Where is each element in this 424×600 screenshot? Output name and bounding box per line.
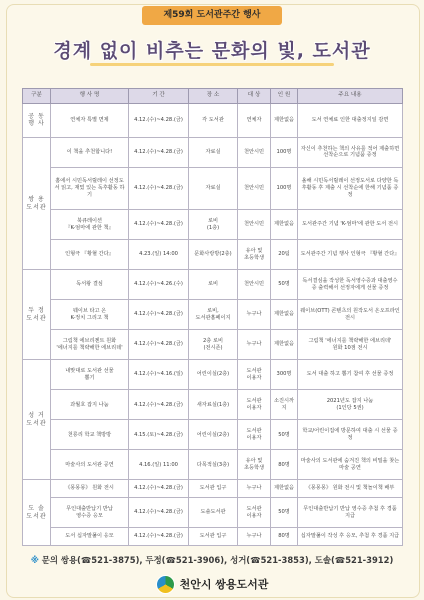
library-name: 천안시 쌍용도서관 — [179, 578, 269, 591]
event-desc: 도서관주간 기념 'K-엄마'에 관한 도서 전시 — [298, 210, 403, 240]
table-row — [23, 270, 403, 300]
table-row — [23, 330, 403, 360]
table-row — [23, 210, 403, 240]
event-name: 마술사의 도서관 공연 — [51, 450, 129, 480]
event-count: 소진시까지 — [271, 390, 298, 420]
event-target: 누구나 — [238, 330, 271, 360]
event-name: 그림책 에브리젠트 원화 '에너지를 책략해한 에브리데' — [51, 330, 129, 360]
event-count: 80명 — [271, 528, 298, 546]
event-target: 유아 및 초등학생 — [238, 240, 271, 270]
event-desc: 도서관주간 기념 행사 인형극 『황혈 간다』 — [298, 240, 403, 270]
event-place: 어린이실(2층) — [189, 360, 238, 390]
event-period: 4.12.(수)~4.28.(금) — [129, 480, 189, 498]
event-count: 80명 — [271, 450, 298, 480]
library-logo-icon — [156, 575, 175, 594]
event-period: 4.12.(수)~4.28.(금) — [129, 300, 189, 330]
event-target: 누구나 — [238, 528, 271, 546]
column-header: 기 간 — [129, 89, 189, 104]
column-header: 구분 — [23, 89, 51, 104]
event-place: 도서관 입구 — [189, 480, 238, 498]
event-count: 50명 — [271, 420, 298, 450]
event-period: 4.16.(일) 11:00 — [129, 450, 189, 480]
event-count: 100명 — [271, 167, 298, 209]
column-header: 행 사 명 — [51, 89, 129, 104]
table-row — [23, 104, 403, 138]
event-name: 독서왕 결심 — [51, 270, 129, 300]
event-target: 도서관 이용자 — [238, 498, 271, 528]
event-target: 도서관 이용자 — [238, 390, 271, 420]
title-underline — [90, 63, 334, 66]
event-target: 천안시민 — [238, 270, 271, 300]
event-period: 4.12.(수)~4.28.(금) — [129, 210, 189, 240]
event-desc: 웨이브(OTT) 콘텐츠의 원작도서 온오프라인 전시 — [298, 300, 403, 330]
event-count: 20팀 — [271, 240, 298, 270]
event-period: 4.12.(수)~4.28.(금) — [129, 390, 189, 420]
event-desc: 올해 시민독서릴레이 선정도서로 다양한 독후활동 후 제출 시 선착순에 한해 기념품 증정 — [298, 167, 403, 209]
event-count: 100명 — [271, 137, 298, 167]
event-place: 로비 — [189, 270, 238, 300]
event-desc: 도서 대출 하고 뽑기 참여 후 선물 증정 — [298, 360, 403, 390]
program-table — [22, 88, 403, 546]
column-header: 대 상 — [238, 89, 271, 104]
event-period: 4.12.(수)~4.28.(금) — [129, 104, 189, 138]
event-target: 천안시민 — [238, 137, 271, 167]
table-row — [23, 137, 403, 167]
event-target: 도서관 이용자 — [238, 420, 271, 450]
event-name: 《몽몽몽》 원화 전시 — [51, 480, 129, 498]
event-name: 인형극 『황혈 간다』 — [51, 240, 129, 270]
contact-text: 문의 쌍용(☎521-3875), 두정(☎521-3906), 성거(☎521-3853), 도솔(☎521-3912) — [41, 555, 394, 565]
event-place: 새자료실(1층) — [189, 390, 238, 420]
event-desc: 《몽몽몽》 원화 전시 및 책놀이책 배부 — [298, 480, 403, 498]
event-count: 50명 — [271, 498, 298, 528]
event-place: 로비 (1층) — [189, 210, 238, 240]
event-name: 북큐레이션 『K-엄마에 관한 책』 — [51, 210, 129, 240]
table-row — [23, 360, 403, 390]
event-period: 4.15.(토)~4.28.(금) — [129, 420, 189, 450]
group-label: 도 솔 도서관 — [23, 480, 51, 546]
table-row — [23, 528, 403, 546]
contact-info — [0, 554, 424, 566]
event-target: 누구나 — [238, 480, 271, 498]
group-label: 성 거 도서관 — [23, 360, 51, 480]
group-label: 쌍 용 도서관 — [23, 137, 51, 269]
group-label: 두 정 도서관 — [23, 270, 51, 360]
event-count: 제한없음 — [271, 300, 298, 330]
group-label: 공 동 행 사 — [23, 104, 51, 138]
event-name: 홈에서 시민독서릴레이 선정도서 읽고, 재밌 있는 독후활동 하기 — [51, 167, 129, 209]
event-place: 2층 로비 (전시존) — [189, 330, 238, 360]
event-name: 내맞대로 도서관 선물 뽑기 — [51, 360, 129, 390]
event-target: 연체자 — [238, 104, 271, 138]
event-count: 300명 — [271, 360, 298, 390]
event-place: 어린이실(2층) — [189, 420, 238, 450]
event-name: 도서 십자말풀이 응모 — [51, 528, 129, 546]
library-footer — [0, 574, 424, 594]
event-period: 4.12.(수)~4.28.(금) — [129, 167, 189, 209]
table-row — [23, 420, 403, 450]
event-name: 천릉리 학교 책방방 — [51, 420, 129, 450]
event-desc: 2021년도 잡지 나눔 (1인당 5권) — [298, 390, 403, 420]
event-name: 웨이브 타고 온 K-정치 그리고 책 — [51, 300, 129, 330]
event-place: 자료실 — [189, 167, 238, 209]
event-place: 도솔도서관 — [189, 498, 238, 528]
event-desc: 십자말풀이 작성 후 응모, 추첨 후 경품 지급 — [298, 528, 403, 546]
column-header: 인 원 — [271, 89, 298, 104]
event-count: 제한없음 — [271, 330, 298, 360]
event-count: 제한없음 — [271, 480, 298, 498]
event-desc: 학교/어린이집에 방문하여 대출 시 선물 증정 — [298, 420, 403, 450]
table-header-row — [23, 89, 403, 104]
event-target: 도서관 이용자 — [238, 360, 271, 390]
event-place: 문화사랑방(2층) — [189, 240, 238, 270]
event-name: 연체자 특별 면제 — [51, 104, 129, 138]
event-period: 4.12.(수)~4.26.(수) — [129, 270, 189, 300]
table-row — [23, 498, 403, 528]
event-period: 4.12.(수)~4.28.(금) — [129, 528, 189, 546]
event-place: 도서관 입구 — [189, 528, 238, 546]
event-place: 각 도서관 — [189, 104, 238, 138]
event-period: 4.12.(수)~4.28.(금) — [129, 137, 189, 167]
event-period: 4.23.(일) 14:00 — [129, 240, 189, 270]
event-badge: 제59회 도서관주간 행사 — [142, 6, 282, 25]
event-place: 로비, 도서관홈페이지 — [189, 300, 238, 330]
table-row — [23, 450, 403, 480]
table-row — [23, 390, 403, 420]
event-name: 과월호 잡지 나눔 — [51, 390, 129, 420]
event-target: 천안시민 — [238, 167, 271, 209]
event-target: 유아 및 초등학생 — [238, 450, 271, 480]
event-count: 제한없음 — [271, 210, 298, 240]
table-row — [23, 167, 403, 209]
event-desc: 독서결심을 작성한 독서영수증과 대출영수증 출력해서 선정자에게 선물 증정 — [298, 270, 403, 300]
event-name: 이 책을 추천합니다! — [51, 137, 129, 167]
event-target: 누구나 — [238, 300, 271, 330]
event-name: 무인대출반납기 반납 영수증 응모 — [51, 498, 129, 528]
column-header: 주요 내용 — [298, 89, 403, 104]
event-desc: 자신이 추천하는 책의 사유를 적어 제출하면 선착순으로 기념품 증정 — [298, 137, 403, 167]
event-period: 4.12.(수)~4.16.(일) — [129, 360, 189, 390]
event-place: 자료실 — [189, 137, 238, 167]
table-row — [23, 240, 403, 270]
note-mark: ※ — [30, 555, 39, 565]
event-place: 다목적실(3층) — [189, 450, 238, 480]
event-target: 천안시민 — [238, 210, 271, 240]
table-row — [23, 300, 403, 330]
table-row — [23, 480, 403, 498]
event-period: 4.12.(수)~4.28.(금) — [129, 330, 189, 360]
event-count: 50명 — [271, 270, 298, 300]
event-period: 4.12.(수)~4.28.(금) — [129, 498, 189, 528]
event-desc: 마술사의 도서관에 숨겨진 책의 비밀을 찾는 마술 공연 — [298, 450, 403, 480]
event-desc: 무인대출반납기 반납 영수증 추첨 후 경품 지급 — [298, 498, 403, 528]
event-desc: 그림책 '에너지를 책략해한 에브리데' 원화 10점 전시 — [298, 330, 403, 360]
event-desc: 도서 연체료 인한 대출정지일 감면 — [298, 104, 403, 138]
column-header: 장 소 — [189, 89, 238, 104]
event-count: 제한없음 — [271, 104, 298, 138]
page-title: 경계 없이 비추는 문화의 빛, 도서관 — [53, 40, 371, 62]
